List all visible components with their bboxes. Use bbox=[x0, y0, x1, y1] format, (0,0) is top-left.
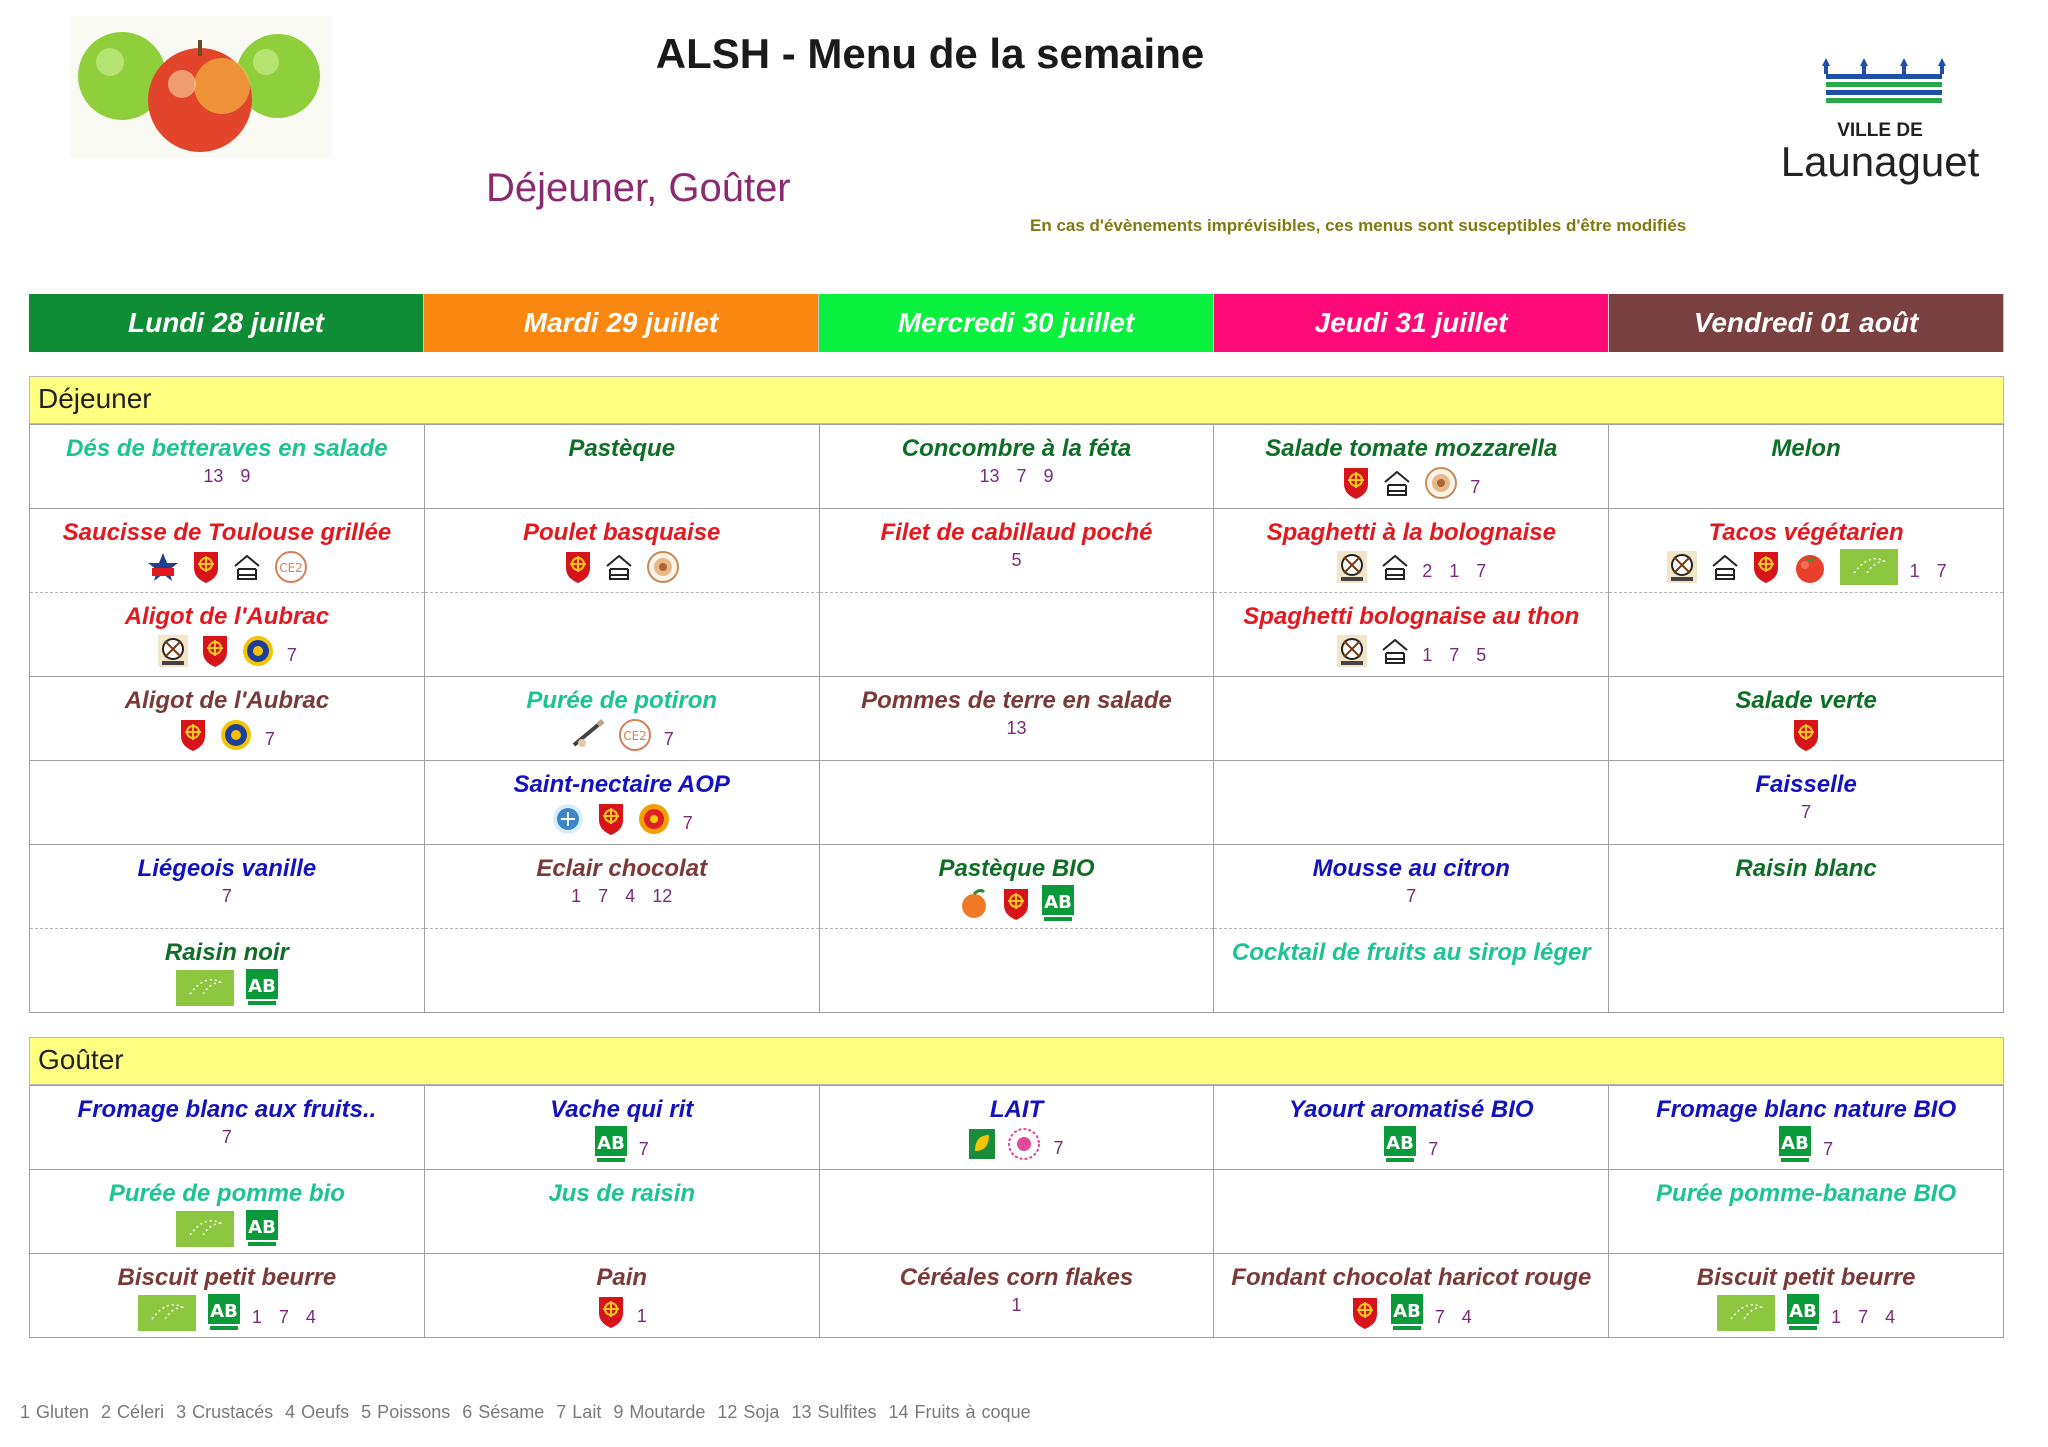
dish-name: Jus de raisin bbox=[548, 1180, 696, 1207]
dish-labels bbox=[820, 1295, 1214, 1316]
plat-complet-icon bbox=[1666, 550, 1698, 584]
plat-complet-icon bbox=[1336, 550, 1368, 584]
legend-item: 4 Oeufs bbox=[285, 1402, 350, 1422]
allergen-codes: 7 bbox=[1053, 1137, 1064, 1158]
day-header-0: Lundi 28 juillet bbox=[29, 294, 424, 352]
menu-cell bbox=[30, 425, 425, 509]
blue-seal-icon bbox=[551, 802, 585, 836]
dish-name: Raisin noir bbox=[164, 939, 289, 966]
dish-labels bbox=[1609, 802, 2003, 823]
allergen-codes: 1 7 bbox=[1909, 560, 1947, 581]
dish-labels bbox=[30, 886, 424, 907]
menu-cell bbox=[819, 425, 1214, 509]
dish-labels bbox=[820, 718, 1214, 739]
day-header-3: Jeudi 31 juillet bbox=[1214, 294, 1609, 352]
dish-labels bbox=[1214, 886, 1608, 907]
dish-name: Saint-nectaire AOP bbox=[513, 771, 730, 798]
town-prefix: VILLE DE bbox=[1837, 120, 1923, 141]
legend-item: 12 Soja bbox=[717, 1402, 780, 1422]
menu-cell bbox=[819, 1170, 1214, 1254]
menu-cell bbox=[424, 845, 819, 929]
menu-row bbox=[30, 425, 2004, 509]
dish-labels bbox=[425, 1126, 819, 1164]
allergen-codes: 7 bbox=[221, 886, 232, 906]
occitanie-shield-icon bbox=[564, 550, 592, 584]
eu-organic-icon bbox=[176, 970, 234, 1006]
dish-name: Aligot de l'Aubrac bbox=[124, 603, 330, 630]
occitanie-shield-icon bbox=[1351, 1296, 1379, 1330]
fait-maison-icon bbox=[1382, 469, 1412, 497]
section-dejeuner-title: Déjeuner bbox=[29, 376, 2004, 424]
menu-cell bbox=[424, 929, 819, 1013]
svg-text:AB: AB bbox=[248, 976, 276, 997]
allergen-codes: 7 bbox=[663, 728, 674, 749]
label-rouge-icon bbox=[146, 550, 180, 584]
dish-name: Fondant chocolat haricot rouge bbox=[1231, 1264, 1592, 1291]
dish-name: Saucisse de Toulouse grillée bbox=[62, 519, 392, 546]
menu-cell bbox=[1609, 1086, 2004, 1170]
section-gouter-title: Goûter bbox=[29, 1037, 2004, 1085]
legend-item: 9 Moutarde bbox=[613, 1402, 706, 1422]
menu-cell bbox=[819, 509, 1214, 593]
dish-name: Pastèque BIO bbox=[938, 855, 1095, 882]
svg-text:AB: AB bbox=[1044, 892, 1073, 913]
menu-cell bbox=[1214, 1254, 1609, 1338]
allergen-codes: 7 bbox=[1428, 1138, 1439, 1159]
menu-row bbox=[30, 1254, 2004, 1338]
menu-row bbox=[30, 845, 2004, 929]
occitanie-shield-icon bbox=[1342, 466, 1370, 500]
menu-cell bbox=[1609, 845, 2004, 929]
dish-labels bbox=[30, 969, 424, 1007]
ab-icon bbox=[246, 1210, 278, 1248]
legend-item: 1 Gluten bbox=[20, 1402, 90, 1422]
day-header-2: Mercredi 30 juillet bbox=[819, 294, 1214, 352]
dish-name: Poulet basquaise bbox=[523, 519, 721, 546]
dish-name: Purée de pomme bio bbox=[108, 1180, 345, 1207]
dish-labels bbox=[820, 466, 1214, 487]
dish-name: Faisselle bbox=[1755, 771, 1857, 798]
dish-labels bbox=[425, 1294, 819, 1330]
dish-name: Concombre à la féta bbox=[901, 435, 1132, 462]
menu-cell bbox=[1609, 677, 2004, 761]
fait-maison-icon bbox=[604, 553, 634, 581]
dish-name: Fromage blanc nature BIO bbox=[1656, 1096, 1957, 1123]
allergen-codes: 7 bbox=[638, 1138, 649, 1159]
eu-organic-icon bbox=[138, 1295, 196, 1331]
dish-name: Tacos végétarien bbox=[1708, 519, 1904, 546]
menu-cell bbox=[819, 845, 1214, 929]
allergen-codes: 7 bbox=[221, 1127, 232, 1147]
menu-cell bbox=[1214, 1086, 1609, 1170]
svg-text:CE2: CE2 bbox=[622, 729, 647, 743]
svg-text:AB: AB bbox=[1789, 1301, 1817, 1322]
ce2-icon bbox=[618, 718, 652, 752]
dish-name: LAIT bbox=[989, 1096, 1044, 1123]
fait-maison-icon bbox=[1380, 637, 1410, 665]
ab-icon bbox=[1787, 1294, 1819, 1332]
legend-item: 7 Lait bbox=[556, 1402, 602, 1422]
menu-row bbox=[30, 929, 2004, 1013]
dish-name: Pommes de terre en salade bbox=[861, 687, 1172, 714]
legend-item: 14 Fruits à coque bbox=[888, 1402, 1031, 1422]
dish-labels bbox=[820, 1126, 1214, 1162]
menu-cell bbox=[1609, 593, 2004, 677]
occitanie-shield-icon bbox=[1002, 887, 1030, 921]
svg-text:CE2: CE2 bbox=[279, 561, 303, 575]
aop-icon bbox=[637, 802, 671, 836]
occitanie-shield-icon bbox=[201, 634, 229, 668]
orange-fruit-icon bbox=[958, 888, 990, 920]
legend-item: 13 Sulfites bbox=[791, 1402, 877, 1422]
menu-cell bbox=[1214, 845, 1609, 929]
tomato-icon bbox=[1792, 550, 1828, 584]
dish-labels bbox=[30, 1210, 424, 1248]
allergen-codes: 1 7 4 bbox=[251, 1306, 316, 1327]
igp-icon bbox=[219, 718, 253, 752]
dish-name: Biscuit petit beurre bbox=[1696, 1264, 1916, 1291]
dish-name: Yaourt aromatisé BIO bbox=[1289, 1096, 1534, 1123]
menu-cell bbox=[424, 677, 819, 761]
menu-cell bbox=[30, 929, 425, 1013]
allergen-codes: 7 bbox=[286, 644, 297, 665]
dish-labels bbox=[425, 801, 819, 837]
dish-name: Liégeois vanille bbox=[137, 855, 317, 882]
menu-cell bbox=[424, 509, 819, 593]
occitanie-shield-icon bbox=[597, 1295, 625, 1329]
dish-labels bbox=[1609, 549, 2003, 585]
town-logo bbox=[1770, 58, 2000, 188]
menu-cell bbox=[424, 1254, 819, 1338]
leaf-label-icon bbox=[969, 1129, 995, 1159]
notice-text: En cas d'évènements imprévisibles, ces menus sont susceptibles d'être modifiés bbox=[1030, 216, 1687, 235]
menu-cell bbox=[1609, 929, 2004, 1013]
menu-cell bbox=[30, 1170, 425, 1254]
allergen-codes: 13 7 9 bbox=[979, 466, 1054, 486]
ce2-icon bbox=[274, 550, 308, 584]
dish-labels bbox=[425, 886, 819, 907]
dish-labels bbox=[425, 717, 819, 753]
dish-name: Aligot de l'Aubrac bbox=[124, 687, 330, 714]
allergen-codes: 13 bbox=[1006, 718, 1027, 738]
eu-organic-icon bbox=[1840, 549, 1898, 585]
allergen-codes: 7 4 bbox=[1434, 1306, 1472, 1327]
menu-cell bbox=[30, 1254, 425, 1338]
menu-row bbox=[30, 1170, 2004, 1254]
allergen-codes: 7 bbox=[1823, 1138, 1834, 1159]
occitanie-shield-icon bbox=[597, 802, 625, 836]
occitanie-shield-icon bbox=[179, 718, 207, 752]
occitanie-shield-icon bbox=[1792, 718, 1820, 752]
dish-name: Céréales corn flakes bbox=[899, 1264, 1134, 1291]
menu-cell bbox=[819, 929, 1214, 1013]
dish-name: Raisin blanc bbox=[1735, 855, 1877, 882]
menu-cell bbox=[1214, 593, 1609, 677]
dish-labels bbox=[1609, 1126, 2003, 1164]
dish-name: Spaghetti à la bolognaise bbox=[1266, 519, 1556, 546]
allergen-codes: 5 bbox=[1011, 550, 1022, 570]
ab-icon bbox=[1779, 1126, 1811, 1164]
allergen-codes: 1 bbox=[1011, 1295, 1022, 1315]
fait-maison-icon bbox=[232, 553, 262, 581]
day-header-1: Mardi 29 juillet bbox=[424, 294, 819, 352]
page-subtitle: Déjeuner, Goûter bbox=[486, 166, 791, 210]
menu-row bbox=[30, 509, 2004, 593]
dish-labels bbox=[425, 549, 819, 585]
menu-row bbox=[30, 593, 2004, 677]
allergen-codes: 1 7 4 12 bbox=[571, 886, 673, 906]
svg-text:AB: AB bbox=[210, 1301, 238, 1322]
dish-name: Fromage blanc aux fruits.. bbox=[77, 1096, 377, 1123]
menu-row bbox=[30, 1086, 2004, 1170]
dish-labels bbox=[30, 1127, 424, 1148]
menu-cell bbox=[30, 845, 425, 929]
dish-labels bbox=[30, 1294, 424, 1332]
menu-cell bbox=[1214, 677, 1609, 761]
allergen-codes: 7 bbox=[682, 812, 693, 833]
dish-labels bbox=[30, 717, 424, 753]
dish-name: Pain bbox=[596, 1264, 648, 1291]
dish-labels bbox=[1609, 717, 2003, 753]
menu-row bbox=[30, 761, 2004, 845]
legend-item: 6 Sésame bbox=[462, 1402, 545, 1422]
dish-name: Purée pomme-banane BIO bbox=[1656, 1180, 1957, 1207]
dish-name: Mousse au citron bbox=[1312, 855, 1510, 882]
dish-labels bbox=[1214, 1294, 1608, 1332]
menu-cell bbox=[1214, 1170, 1609, 1254]
dish-labels bbox=[1214, 465, 1608, 501]
allergen-codes: 2 1 7 bbox=[1422, 560, 1487, 581]
ab-icon bbox=[595, 1126, 627, 1164]
dish-name: Spaghetti bolognaise au thon bbox=[1243, 603, 1580, 630]
menu-cell bbox=[1214, 761, 1609, 845]
dish-labels bbox=[1214, 1126, 1608, 1164]
svg-text:AB: AB bbox=[596, 1133, 625, 1154]
menu-cell bbox=[819, 677, 1214, 761]
menu-cell bbox=[819, 1086, 1214, 1170]
svg-text:AB: AB bbox=[1392, 1301, 1421, 1322]
apples-image bbox=[70, 16, 332, 158]
menu-row bbox=[30, 677, 2004, 761]
menu-cell bbox=[819, 1254, 1214, 1338]
menu-cell bbox=[424, 1086, 819, 1170]
town-name: Launaguet bbox=[1780, 138, 1980, 185]
igp-icon bbox=[241, 634, 275, 668]
plat-complet-icon bbox=[1336, 634, 1368, 668]
dish-labels bbox=[30, 633, 424, 669]
dish-name: Vache qui rit bbox=[550, 1096, 694, 1123]
allergen-codes: 7 bbox=[1801, 802, 1812, 822]
svg-text:AB: AB bbox=[1386, 1133, 1415, 1154]
dish-name: Purée de potiron bbox=[526, 687, 718, 714]
eu-organic-icon bbox=[176, 1211, 234, 1247]
dish-name: Melon bbox=[1771, 435, 1841, 462]
dish-name: Salade verte bbox=[1735, 687, 1877, 714]
allergen-legend bbox=[20, 1402, 1043, 1423]
dish-labels bbox=[30, 549, 424, 585]
allergen-codes: 7 bbox=[1406, 886, 1417, 906]
dish-name: Filet de cabillaud poché bbox=[880, 519, 1153, 546]
gouter-grid bbox=[29, 1085, 2004, 1338]
menu-cell bbox=[30, 677, 425, 761]
fait-maison-icon bbox=[1710, 553, 1740, 581]
menu-cell bbox=[1214, 929, 1609, 1013]
dish-name: Biscuit petit beurre bbox=[117, 1264, 337, 1291]
dejeuner-grid bbox=[29, 424, 2004, 1013]
menu-cell bbox=[424, 761, 819, 845]
ab-icon bbox=[208, 1294, 240, 1332]
label-seal-icon bbox=[646, 550, 680, 584]
allergen-codes: 1 bbox=[636, 1305, 647, 1326]
ab-icon bbox=[1042, 885, 1074, 923]
day-header-4: Vendredi 01 août bbox=[1609, 294, 2004, 352]
allergen-codes: 7 bbox=[1470, 476, 1481, 497]
page-title: ALSH - Menu de la semaine bbox=[655, 30, 1205, 77]
day-header-row bbox=[29, 294, 2004, 352]
menu-cell bbox=[30, 593, 425, 677]
pink-bio-icon bbox=[1007, 1127, 1041, 1161]
menu-cell bbox=[1609, 1170, 2004, 1254]
menu-cell bbox=[1214, 425, 1609, 509]
svg-text:AB: AB bbox=[248, 1217, 276, 1238]
legend-item: 2 Céleri bbox=[101, 1402, 165, 1422]
ab-icon bbox=[246, 969, 278, 1007]
menu-cell bbox=[819, 761, 1214, 845]
menu-cell bbox=[1609, 425, 2004, 509]
ab-icon bbox=[1384, 1126, 1416, 1164]
dish-labels bbox=[1609, 1294, 2003, 1332]
menu-cell bbox=[30, 1086, 425, 1170]
dish-name: Salade tomate mozzarella bbox=[1265, 435, 1558, 462]
chef-knife-icon bbox=[570, 719, 606, 751]
ab-icon bbox=[1391, 1294, 1423, 1332]
menu-cell bbox=[424, 593, 819, 677]
menu-cell bbox=[424, 1170, 819, 1254]
dish-labels bbox=[1214, 549, 1608, 585]
menu-cell bbox=[424, 425, 819, 509]
legend-item: 3 Crustacés bbox=[176, 1402, 274, 1422]
menu-cell bbox=[1609, 761, 2004, 845]
menu-cell bbox=[30, 509, 425, 593]
allergen-codes: 7 bbox=[264, 728, 275, 749]
allergen-codes: 1 7 5 bbox=[1422, 644, 1487, 665]
dish-labels bbox=[820, 885, 1214, 923]
allergen-codes: 1 7 4 bbox=[1831, 1306, 1896, 1327]
label-seal-icon bbox=[1424, 466, 1458, 500]
menu-cell bbox=[30, 761, 425, 845]
menu-cell bbox=[819, 593, 1214, 677]
plat-complet-icon bbox=[157, 634, 189, 668]
eu-organic-icon bbox=[1717, 1295, 1775, 1331]
svg-text:AB: AB bbox=[1781, 1133, 1809, 1154]
fait-maison-icon bbox=[1380, 553, 1410, 581]
occitanie-shield-icon bbox=[1752, 550, 1780, 584]
dish-labels bbox=[1214, 633, 1608, 669]
menu-cell bbox=[1609, 1254, 2004, 1338]
dish-labels bbox=[30, 466, 424, 487]
dish-name: Dés de betteraves en salade bbox=[66, 435, 388, 462]
menu-cell bbox=[1214, 509, 1609, 593]
occitanie-shield-icon bbox=[192, 550, 220, 584]
dish-name: Eclair chocolat bbox=[536, 855, 708, 882]
allergen-codes: 13 9 bbox=[203, 466, 251, 486]
dish-labels bbox=[820, 550, 1214, 571]
menu-cell bbox=[1609, 509, 2004, 593]
dish-name: Cocktail de fruits au sirop léger bbox=[1231, 939, 1591, 966]
legend-item: 5 Poissons bbox=[361, 1402, 451, 1422]
dish-name: Pastèque bbox=[568, 435, 676, 462]
